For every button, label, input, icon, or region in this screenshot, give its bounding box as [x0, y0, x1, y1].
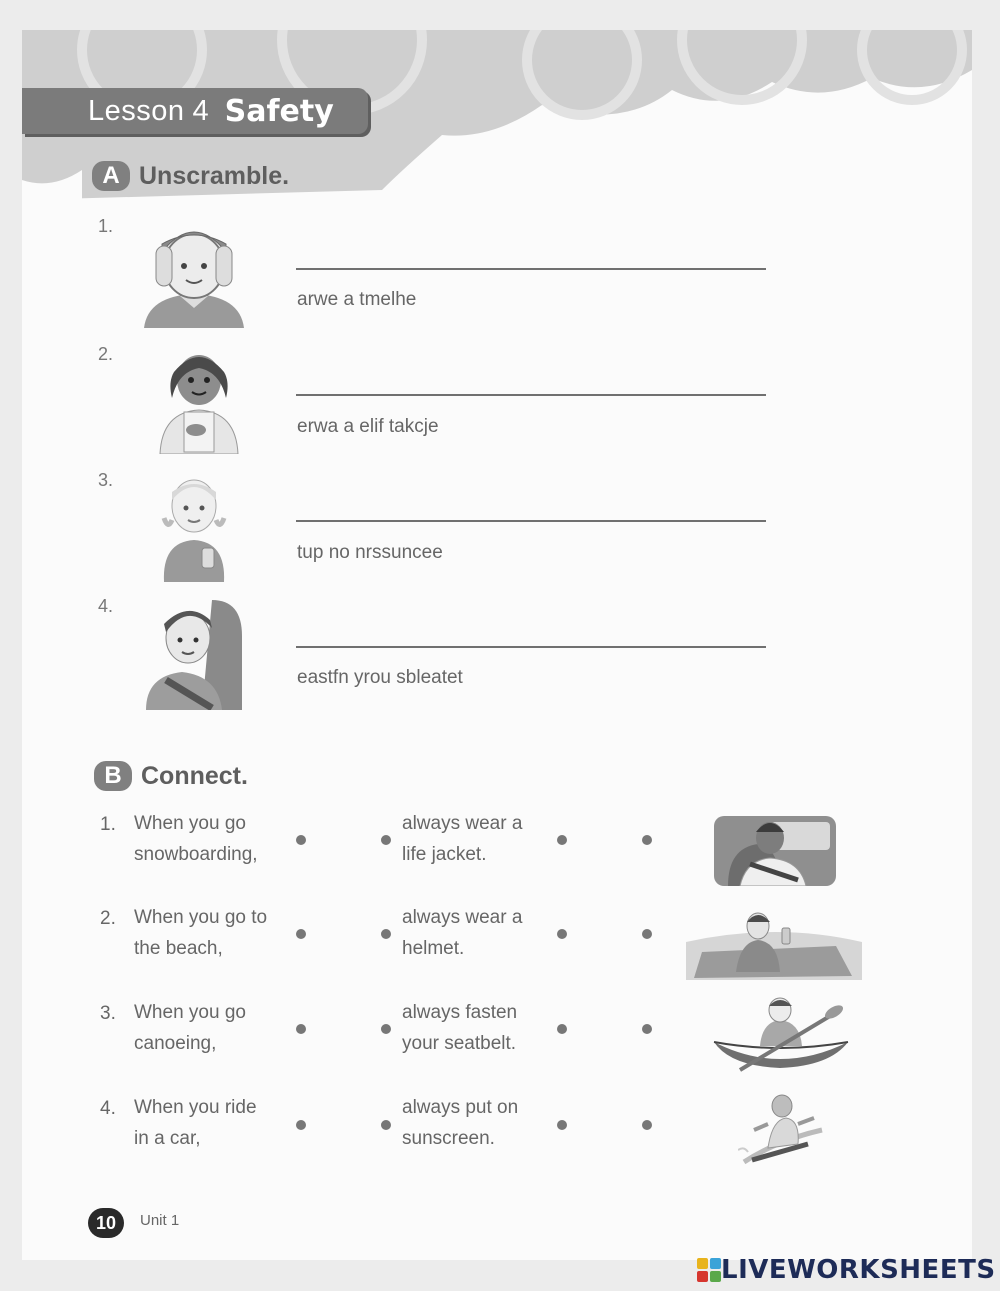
connect-left-phrase — [134, 902, 267, 964]
connect-left-line: When you go to — [134, 907, 268, 928]
unscramble-item-number: 2. — [98, 344, 114, 364]
connect-dot[interactable] — [642, 835, 652, 845]
connect-dot[interactable] — [296, 835, 306, 845]
boy-canoeing-picture — [710, 996, 852, 1076]
connect-middle-line: always wear a — [402, 907, 523, 928]
connect-middle-phrase — [402, 902, 522, 964]
connect-dot[interactable] — [557, 1120, 567, 1130]
connect-left-line: snowboarding, — [134, 844, 258, 865]
section-a-heading — [92, 161, 289, 191]
girl-in-car-picture — [710, 808, 840, 886]
answer-line[interactable] — [296, 268, 766, 270]
connect-row-number: 3. — [100, 1003, 116, 1024]
connect-left-phrase — [134, 1092, 257, 1154]
liveworksheets-logo-icon — [697, 1258, 721, 1282]
unscramble-item-number: 4. — [98, 596, 114, 616]
connect-middle-phrase — [402, 1092, 518, 1154]
connect-row-number: 1. — [100, 814, 116, 835]
connect-left-line: in a car, — [134, 1128, 201, 1149]
connect-dot[interactable] — [557, 929, 567, 939]
lesson-word: Lesson — [88, 94, 185, 127]
connect-row-number: 4. — [100, 1098, 116, 1119]
connect-left-line: the beach, — [134, 938, 223, 959]
lesson-number: 4 — [192, 94, 209, 127]
connect-middle-line: always put on — [402, 1097, 519, 1118]
answer-line[interactable] — [296, 394, 766, 396]
section-b-title: Connect. — [141, 761, 248, 790]
connect-dot[interactable] — [381, 1120, 391, 1130]
connect-dot[interactable] — [557, 835, 567, 845]
page-number-badge: 10 — [88, 1208, 124, 1238]
connect-middle-line: your seatbelt. — [402, 1033, 517, 1054]
connect-left-line: When you ride — [134, 1097, 257, 1118]
boy-car-seatbelt-picture — [142, 596, 250, 710]
connect-middle-line: life jacket. — [402, 844, 487, 865]
section-b-badge: B — [94, 761, 132, 791]
scrambled-words: eastfn yrou sbleatet — [297, 667, 463, 688]
snowboarder-picture — [738, 1090, 830, 1170]
girl-life-jacket-picture — [154, 342, 244, 454]
unit-label: Unit 1 — [140, 1212, 180, 1229]
connect-row-number: 2. — [100, 908, 116, 929]
worksheet-page — [22, 30, 972, 1260]
connect-dot[interactable] — [642, 929, 652, 939]
connect-middle-line: helmet. — [402, 938, 465, 959]
connect-middle-phrase — [402, 808, 522, 870]
connect-dot[interactable] — [381, 1024, 391, 1034]
connect-middle-phrase — [402, 997, 517, 1059]
connect-dot[interactable] — [381, 929, 391, 939]
connect-middle-line: sunscreen. — [402, 1128, 495, 1149]
girl-sunscreen-picture — [154, 470, 234, 582]
liveworksheets-brand — [697, 1255, 996, 1285]
connect-dot[interactable] — [296, 1024, 306, 1034]
boy-on-beach-picture — [686, 902, 862, 980]
section-a-badge: A — [92, 161, 130, 191]
lesson-title-tab — [22, 88, 368, 134]
connect-dot[interactable] — [557, 1024, 567, 1034]
connect-left-line: When you go — [134, 1002, 246, 1023]
connect-left-line: When you go — [134, 813, 246, 834]
connect-middle-line: always wear a — [402, 813, 523, 834]
liveworksheets-wordmark: LIVEWORKSHEETS — [721, 1255, 996, 1285]
connect-dot[interactable] — [296, 929, 306, 939]
connect-left-phrase — [134, 997, 246, 1059]
scrambled-words: arwe a tmelhe — [297, 289, 417, 310]
unscramble-item-number: 3. — [98, 470, 114, 490]
section-b-heading — [94, 761, 248, 791]
lesson-topic: Safety — [224, 93, 334, 129]
boy-putting-on-helmet-picture — [134, 216, 254, 328]
connect-dot[interactable] — [642, 1120, 652, 1130]
connect-dot[interactable] — [381, 835, 391, 845]
unscramble-item-number: 1. — [98, 216, 114, 236]
connect-dot[interactable] — [296, 1120, 306, 1130]
scrambled-words: tup no nrssuncee — [297, 542, 443, 563]
answer-line[interactable] — [296, 520, 766, 522]
connect-left-phrase — [134, 808, 258, 870]
connect-left-line: canoeing, — [134, 1033, 217, 1054]
answer-line[interactable] — [296, 646, 766, 648]
scrambled-words: erwa a elif takcje — [297, 416, 439, 437]
connect-dot[interactable] — [642, 1024, 652, 1034]
section-a-title: Unscramble. — [139, 161, 290, 190]
connect-middle-line: always fasten — [402, 1002, 518, 1023]
